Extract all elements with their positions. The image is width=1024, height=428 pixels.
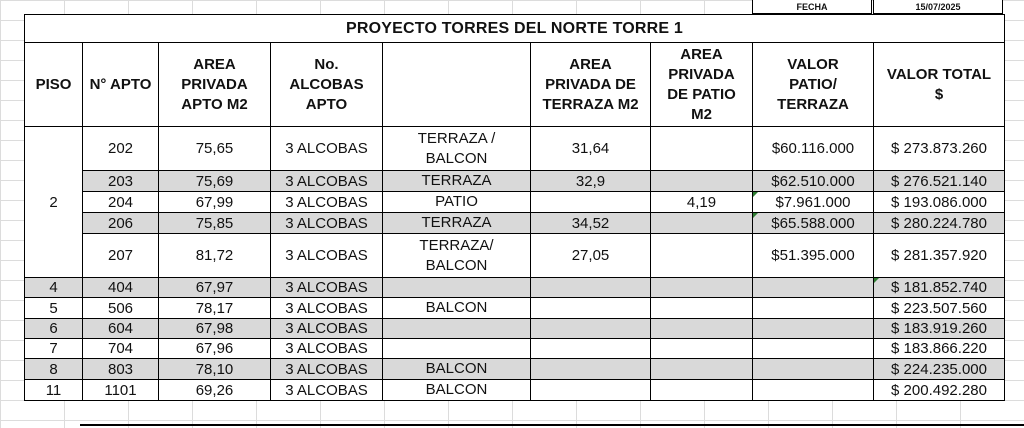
cell-tipo[interactable] — [383, 127, 531, 171]
cell-valor-patio[interactable] — [753, 298, 874, 319]
cell-apto[interactable]: 204 — [83, 192, 159, 213]
cell-area[interactable]: 67,96 — [159, 339, 271, 359]
tipo-line: TERRAZA — [421, 214, 492, 231]
cell-tipo[interactable] — [383, 298, 531, 319]
cell-tipo[interactable] — [383, 234, 531, 278]
col-header-area-patio[interactable] — [651, 43, 753, 127]
header-line: AREA — [193, 55, 236, 73]
tipo-line: PATIO — [435, 193, 478, 210]
header-line: TERRAZA — [777, 95, 849, 113]
cell-alcobas[interactable]: 3 ALCOBAS — [271, 359, 383, 380]
tipo-line: BALCON — [425, 256, 488, 274]
cell-apto[interactable]: 202 — [83, 127, 159, 171]
col-header-piso[interactable] — [25, 43, 83, 127]
cell-area-patio[interactable] — [651, 298, 753, 319]
header-line: AREA — [680, 45, 723, 63]
col-header-tipo[interactable] — [383, 43, 531, 127]
cell-piso[interactable]: 4 — [25, 278, 83, 298]
cell-alcobas[interactable]: 3 ALCOBAS — [271, 127, 383, 171]
cell-alcobas[interactable]: 3 ALCOBAS — [271, 213, 383, 234]
cell-valor-total[interactable]: $ 193.086.000 — [874, 192, 1005, 213]
cell-valor-total[interactable]: $ 200.492.280 — [874, 380, 1005, 401]
header-row — [25, 43, 1005, 127]
cell-valor-total[interactable]: $ 224.235.000 — [874, 359, 1005, 380]
cell-valor-total[interactable]: $ 183.866.220 — [874, 339, 1005, 359]
cell-area[interactable]: 81,72 — [159, 234, 271, 278]
cell-area-patio[interactable] — [651, 127, 753, 171]
cell-apto[interactable]: 704 — [83, 339, 159, 359]
cell-valor-patio[interactable] — [753, 319, 874, 339]
header-line: DE PATIO — [667, 85, 736, 103]
cell-valor-total[interactable]: $ 273.873.260 — [874, 127, 1005, 171]
cell-area-patio[interactable] — [651, 380, 753, 401]
cell-valor-patio[interactable]: $51.395.000 — [753, 234, 874, 278]
cell-tipo[interactable] — [383, 171, 531, 192]
table-row — [25, 298, 1005, 319]
cell-piso[interactable]: 2 — [25, 127, 83, 278]
cell-tipo[interactable] — [383, 359, 531, 380]
cell-valor-patio[interactable] — [753, 339, 874, 359]
cell-area-patio[interactable] — [651, 319, 753, 339]
cell-valor-total[interactable]: $ 280.224.780 — [874, 213, 1005, 234]
cell-valor-patio[interactable] — [753, 380, 874, 401]
header-line: M2 — [691, 105, 712, 123]
cell-apto[interactable]: 203 — [83, 171, 159, 192]
cell-apto[interactable]: 604 — [83, 319, 159, 339]
fecha-label[interactable]: FECHA — [752, 0, 872, 14]
table-row — [25, 278, 1005, 298]
table-row — [25, 171, 1005, 192]
cell-area[interactable]: 67,97 — [159, 278, 271, 298]
cell-area[interactable]: 75,65 — [159, 127, 271, 171]
cell-valor-total[interactable]: $ 281.357.920 — [874, 234, 1005, 278]
cell-tipo[interactable] — [383, 339, 531, 359]
cell-apto[interactable]: 404 — [83, 278, 159, 298]
cell-piso[interactable]: 7 — [25, 339, 83, 359]
bottom-border — [80, 424, 1024, 426]
cell-piso[interactable]: 6 — [25, 319, 83, 339]
cell-area[interactable]: 75,85 — [159, 213, 271, 234]
header-line: AREA — [569, 55, 612, 73]
cell-area-patio[interactable] — [651, 278, 753, 298]
cell-area-terraza[interactable] — [531, 192, 651, 213]
cell-alcobas[interactable]: 3 ALCOBAS — [271, 234, 383, 278]
cell-valor-patio[interactable]: $7.961.000 — [753, 192, 874, 213]
header-line: PISO — [35, 75, 72, 93]
cell-area-terraza[interactable] — [531, 359, 651, 380]
cell-area[interactable]: 67,99 — [159, 192, 271, 213]
cell-valor-patio[interactable]: $62.510.000 — [753, 171, 874, 192]
header-line: $ — [934, 85, 944, 103]
cell-area[interactable]: 75,69 — [159, 171, 271, 192]
cell-area-patio[interactable] — [651, 171, 753, 192]
col-header-valor-total[interactable] — [874, 43, 1005, 127]
table-row — [25, 213, 1005, 234]
header-line: TERRAZA M2 — [542, 95, 639, 113]
cell-area[interactable]: 78,17 — [159, 298, 271, 319]
tipo-line: BALCON — [425, 149, 488, 167]
cell-piso[interactable]: 8 — [25, 359, 83, 380]
table-row — [25, 380, 1005, 401]
table-row — [25, 359, 1005, 380]
col-header-valor-patio[interactable] — [753, 43, 874, 127]
cell-alcobas[interactable]: 3 ALCOBAS — [271, 192, 383, 213]
cell-tipo[interactable] — [383, 192, 531, 213]
cell-tipo[interactable] — [383, 319, 531, 339]
cell-area-patio[interactable] — [651, 359, 753, 380]
price-table — [24, 14, 1005, 401]
header-line: PRIVADA — [668, 65, 735, 83]
cell-area[interactable]: 69,26 — [159, 380, 271, 401]
tipo-line: TERRAZA / — [417, 129, 496, 147]
cell-area-terraza[interactable] — [531, 319, 651, 339]
header-line: PRIVADA — [181, 75, 248, 93]
cell-apto[interactable]: 803 — [83, 359, 159, 380]
cell-valor-total[interactable]: $ 276.521.140 — [874, 171, 1005, 192]
header-line: PRIVADA DE — [545, 75, 636, 93]
cell-area-patio[interactable] — [651, 339, 753, 359]
cell-apto[interactable]: 206 — [83, 213, 159, 234]
header-line: APTO — [305, 95, 348, 113]
tipo-line: BALCON — [425, 381, 488, 398]
cell-piso[interactable]: 11 — [25, 380, 83, 401]
table-row — [25, 127, 1005, 171]
cell-tipo[interactable] — [383, 380, 531, 401]
table-row — [25, 192, 1005, 213]
cell-alcobas[interactable]: 3 ALCOBAS — [271, 319, 383, 339]
cell-apto[interactable]: 1101 — [83, 380, 159, 401]
header-line: ALCOBAS — [289, 75, 364, 93]
table-row — [25, 339, 1005, 359]
header-line: PATIO/ — [789, 75, 837, 93]
col-header-area-terraza[interactable] — [531, 43, 651, 127]
project-title[interactable]: PROYECTO TORRES DEL NORTE TORRE 1 — [25, 15, 1005, 43]
cell-alcobas[interactable]: 3 ALCOBAS — [271, 278, 383, 298]
cell-valor-patio[interactable]: $65.588.000 — [753, 213, 874, 234]
tipo-line: TERRAZA — [421, 172, 492, 189]
fecha-value[interactable]: 15/07/2025 — [873, 0, 1003, 14]
cell-alcobas[interactable]: 3 ALCOBAS — [271, 380, 383, 401]
header-line: APTO M2 — [181, 95, 248, 113]
cell-valor-patio[interactable] — [753, 278, 874, 298]
cell-valor-patio[interactable] — [753, 359, 874, 380]
cell-area-terraza[interactable]: 32,9 — [531, 171, 651, 192]
header-line: VALOR TOTAL — [886, 65, 992, 83]
cell-area-terraza[interactable]: 31,64 — [531, 127, 651, 171]
header-line: VALOR — [787, 55, 839, 73]
cell-alcobas[interactable]: 3 ALCOBAS — [271, 171, 383, 192]
header-line: No. — [314, 55, 339, 73]
cell-area-terraza[interactable]: 27,05 — [531, 234, 651, 278]
col-header-alcobas[interactable] — [271, 43, 383, 127]
cell-area-terraza[interactable] — [531, 298, 651, 319]
tipo-line: TERRAZA/ — [419, 236, 494, 254]
cell-piso[interactable]: 5 — [25, 298, 83, 319]
cell-area[interactable]: 67,98 — [159, 319, 271, 339]
cell-alcobas[interactable]: 3 ALCOBAS — [271, 298, 383, 319]
cell-apto[interactable]: 207 — [83, 234, 159, 278]
tipo-line: BALCON — [425, 299, 488, 316]
cell-area-patio[interactable] — [651, 213, 753, 234]
cell-tipo[interactable] — [383, 213, 531, 234]
tipo-line: BALCON — [425, 360, 488, 377]
table-row — [25, 234, 1005, 278]
cell-area-patio[interactable]: 4,19 — [651, 192, 753, 213]
cell-apto[interactable]: 506 — [83, 298, 159, 319]
cell-area-terraza[interactable] — [531, 380, 651, 401]
cell-area-patio[interactable] — [651, 234, 753, 278]
cell-tipo[interactable] — [383, 278, 531, 298]
header-line: N° APTO — [89, 75, 152, 93]
cell-area[interactable]: 78,10 — [159, 359, 271, 380]
col-header-area-apto[interactable] — [159, 43, 271, 127]
cell-valor-total[interactable]: $ 183.919.260 — [874, 319, 1005, 339]
cell-valor-total[interactable]: $ 223.507.560 — [874, 298, 1005, 319]
cell-valor-patio[interactable]: $60.116.000 — [753, 127, 874, 171]
cell-alcobas[interactable]: 3 ALCOBAS — [271, 339, 383, 359]
cell-area-terraza[interactable] — [531, 278, 651, 298]
table-row — [25, 319, 1005, 339]
cell-area-terraza[interactable] — [531, 339, 651, 359]
cell-valor-total[interactable]: $ 181.852.740 — [874, 278, 1005, 298]
col-header-apto[interactable] — [83, 43, 159, 127]
cell-area-terraza[interactable]: 34,52 — [531, 213, 651, 234]
